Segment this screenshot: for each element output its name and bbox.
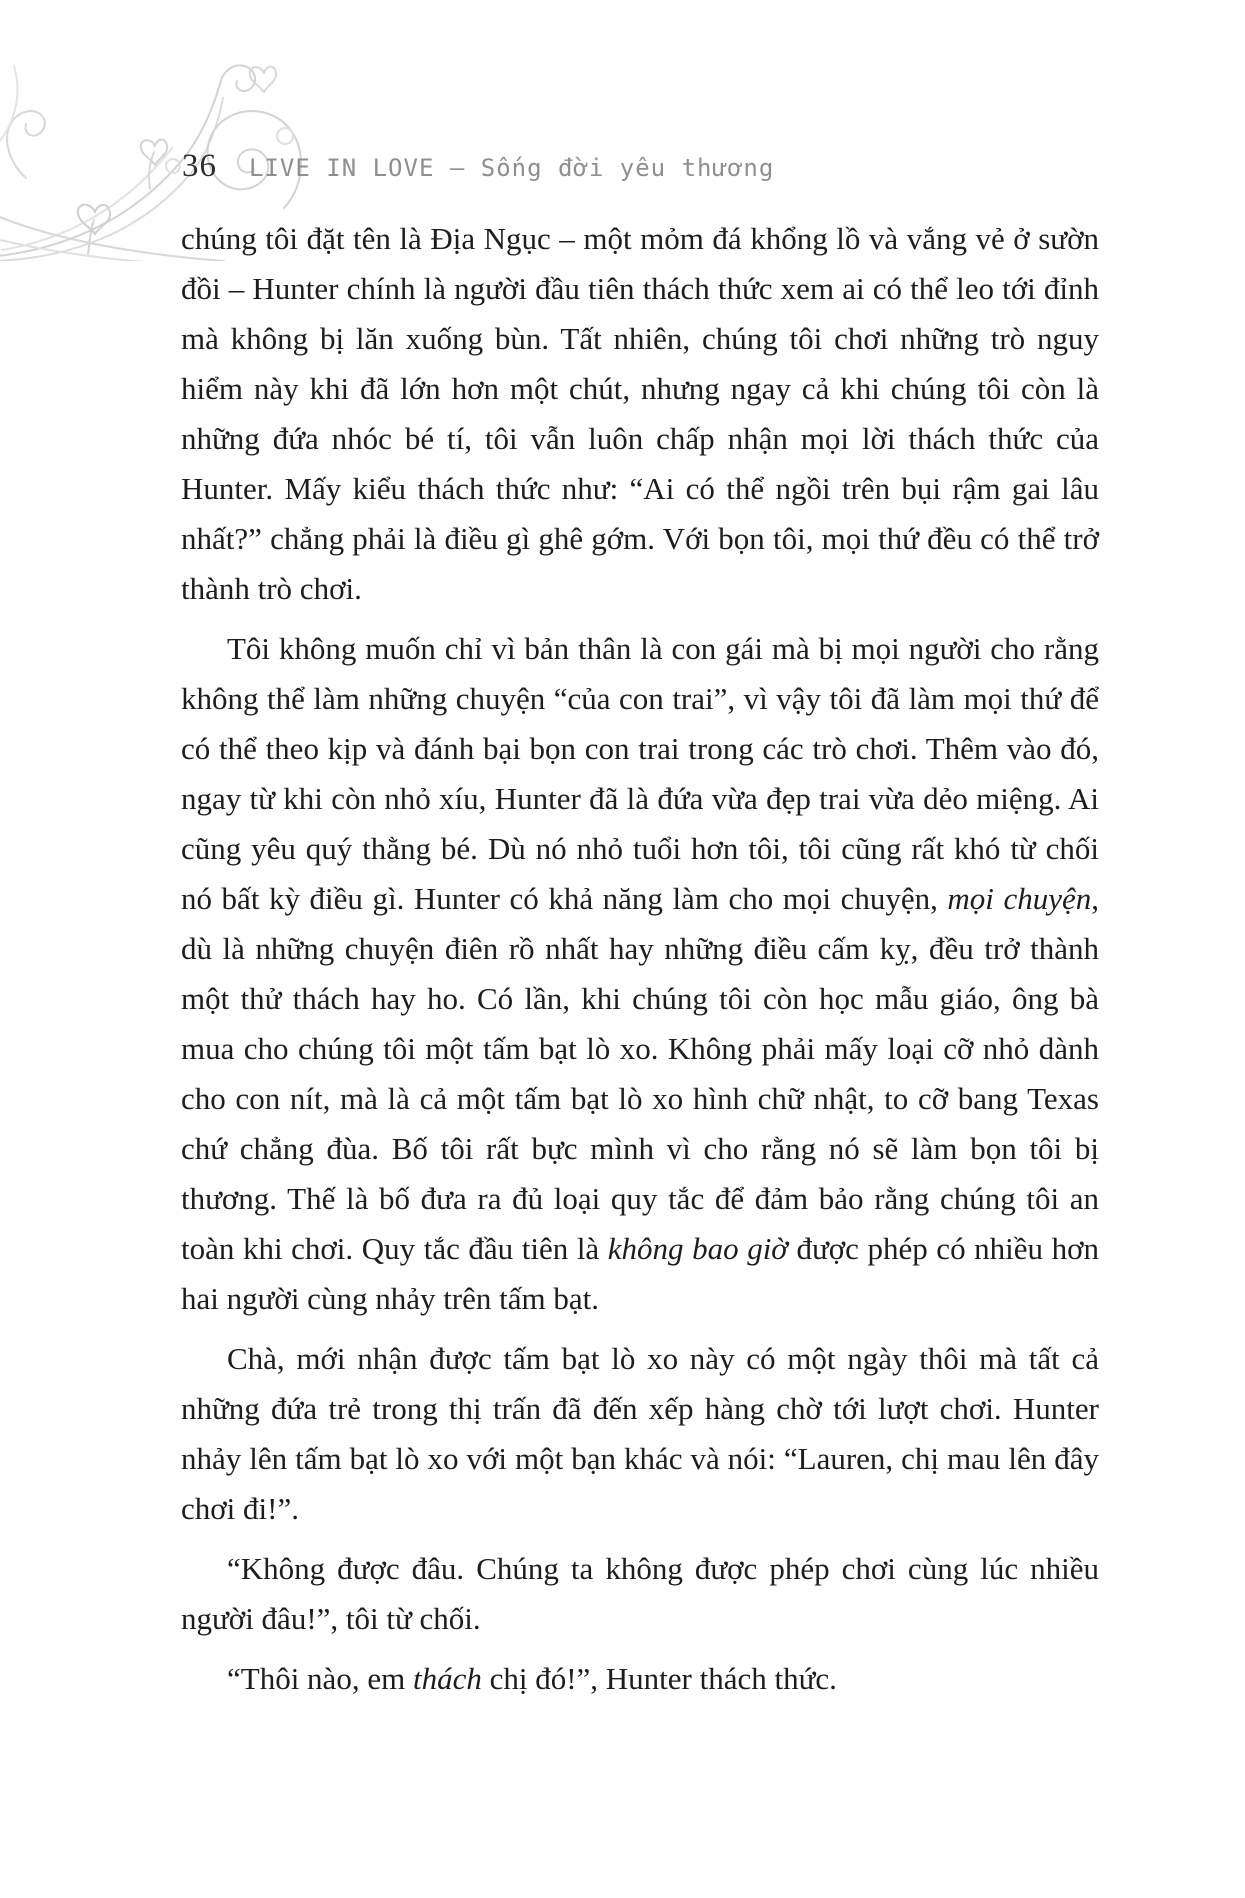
paragraph-1: [181, 214, 1099, 614]
paragraph-4-text: “Không được đâu. Chúng ta không được phép chơi cùng lúc nhiều người đâu!”, tôi từ chối.: [181, 1551, 1099, 1636]
paragraph-2-text-3: được phép có nhiều hơn hai người cùng nhảy trên tấm bạt.: [181, 1231, 1099, 1316]
paragraph-3: [181, 1334, 1099, 1534]
page-number: 36: [182, 148, 217, 184]
paragraph-5-text-2: chị đó!”, Hunter thách thức.: [481, 1661, 837, 1696]
paragraph-1-text: chúng tôi đặt tên là Địa Ngục – một mỏm đá khổng lồ và vắng vẻ ở sườn đồi – Hunter chính là người đầu tiên thách thức xem ai có thể leo tới đỉnh mà không bị lăn xuống bùn. Tất nhiên, chúng tôi chơi những trò nguy hiểm này khi đã lớn hơn một chút, nhưng ngay cả khi chúng tôi còn là những đứa nhóc bé tí, tôi vẫn luôn chấp nhận mọi lời thách thức của Hunter. Mấy kiểu thách thức như: “Ai có thể ngồi trên bụi rậm gai lâu nhất?” chẳng phải là điều gì ghê gớm. Với bọn tôi, mọi thứ đều có thể trở thành trò chơi.: [181, 221, 1099, 606]
paragraph-2: [181, 624, 1099, 1324]
paragraph-3-text: Chà, mới nhận được tấm bạt lò xo này có một ngày thôi mà tất cả những đứa trẻ trong thị trấn đã đến xếp hàng chờ tới lượt chơi. Hunter nhảy lên tấm bạt lò xo với một bạn khác và nói: “Lauren, chị mau lên đây chơi đi!”.: [181, 1341, 1099, 1526]
paragraph-2-text: Tôi không muốn chỉ vì bản thân là con gái mà bị mọi người cho rằng không thể làm những chuyện “của con trai”, vì vậy tôi đã làm mọi thứ để có thể theo kịp và đánh bại bọn con trai trong các trò chơi. Thêm vào đó, ngay từ khi còn nhỏ xíu, Hunter đã là đứa vừa đẹp trai vừa dẻo miệng. Ai cũng yêu quý thằng bé. Dù nó nhỏ tuổi hơn tôi, tôi cũng rất khó từ chối nó bất kỳ điều gì. Hunter có khả năng làm cho mọi chuyện,: [181, 631, 1099, 916]
paragraph-4: [181, 1544, 1099, 1644]
paragraph-5-text: “Thôi nào, em: [227, 1661, 413, 1696]
paragraph-5-italic: thách: [412, 1661, 482, 1696]
paragraph-5: [181, 1654, 1099, 1704]
paragraph-2-text-2: , dù là những chuyện điên rồ nhất hay những điều cấm kỵ, đều trở thành một thử thách hay ho. Có lần, khi chúng tôi còn học mẫu giáo, ông bà mua cho chúng tôi một tấm bạt lò xo. Không phải mấy loại cỡ nhỏ dành cho con nít, mà là cả một tấm bạt lò xo hình chữ nhật, to cỡ bang Texas chứ chẳng đùa. Bố tôi rất bực mình vì cho rằng nó sẽ làm bọn tôi bị thương. Thế là bố đưa ra đủ loại quy tắc để đảm bảo rằng chúng tôi an toàn khi chơi. Quy tắc đầu tiên là: [181, 881, 1099, 1266]
running-title: LIVE IN LOVE – Sống đời yêu thương: [249, 154, 775, 182]
paragraph-2-italic-2: không bao giờ: [607, 1231, 788, 1266]
paragraph-2-italic-1: mọi chuyện: [947, 881, 1092, 916]
page-body: [181, 214, 1099, 1714]
page-header: [182, 148, 774, 185]
